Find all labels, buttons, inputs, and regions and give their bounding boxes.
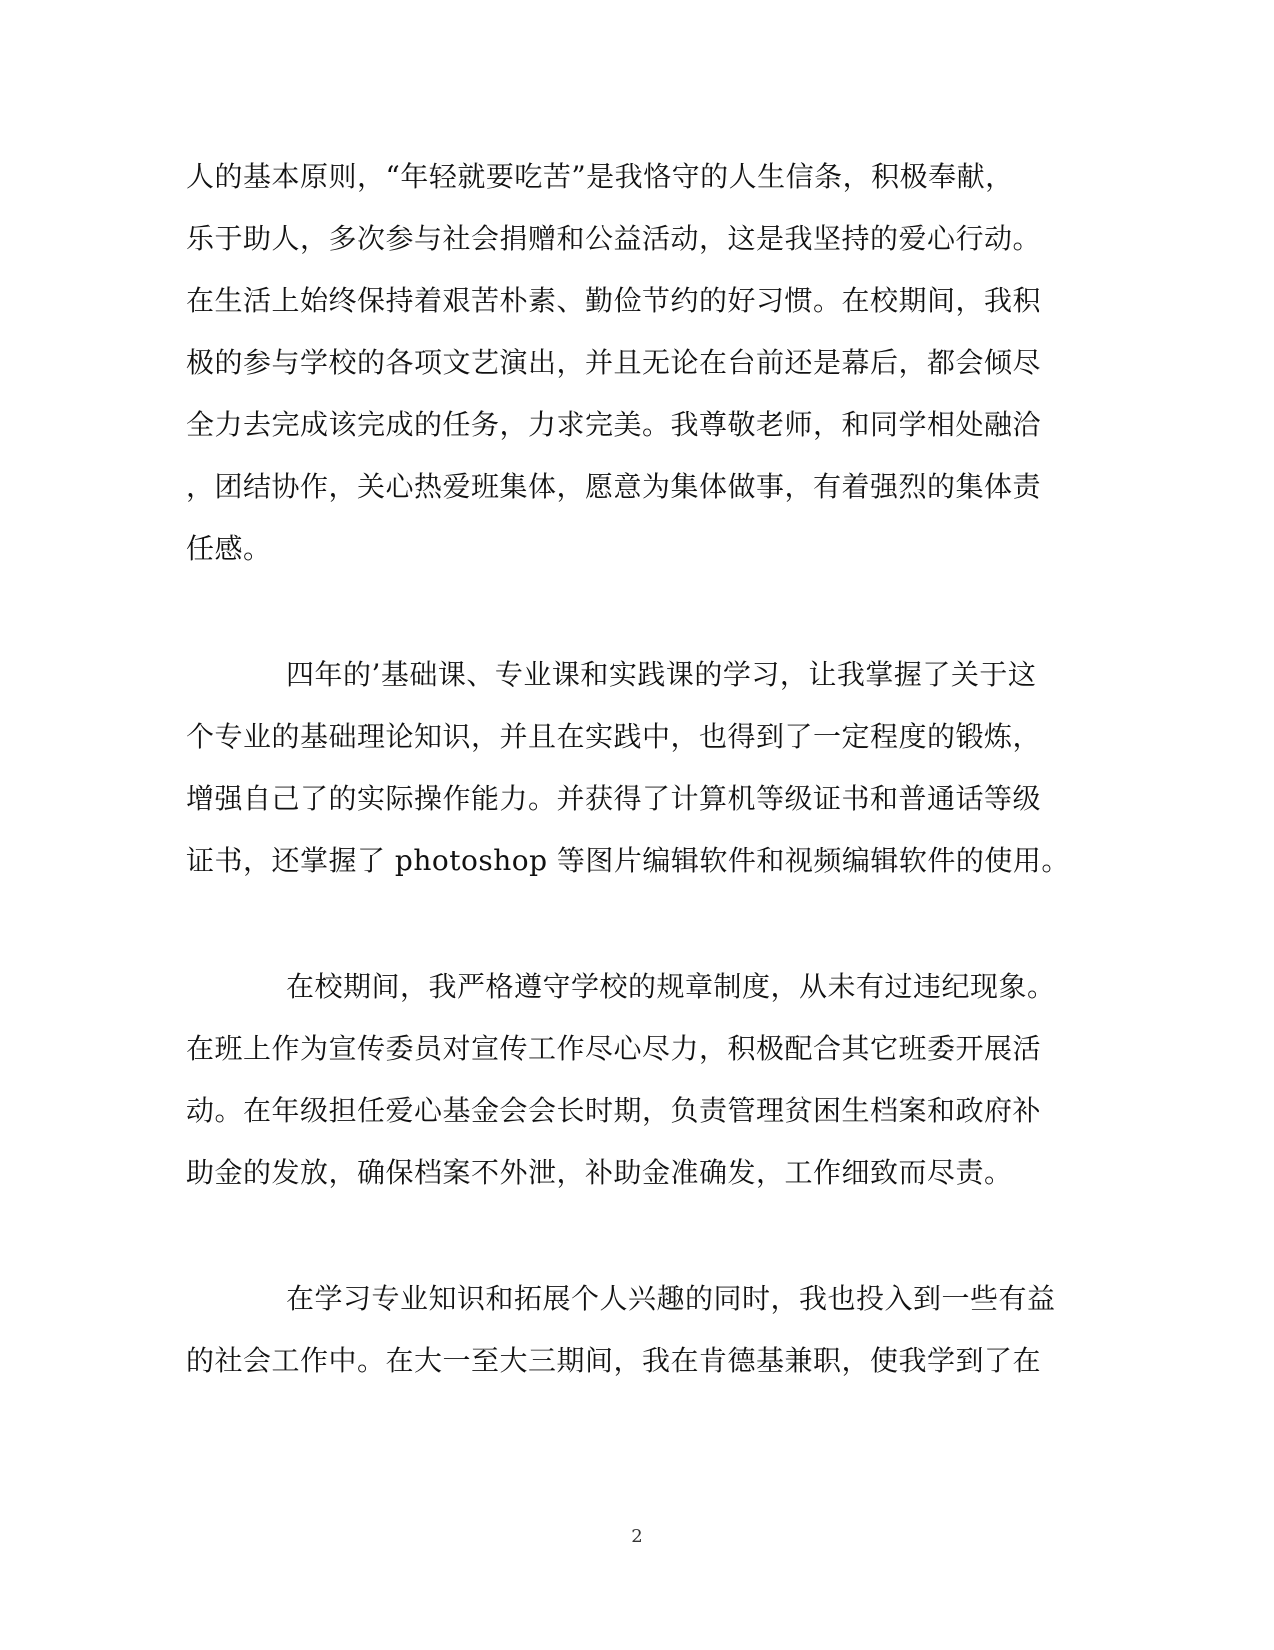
text-line: 在生活上始终保持着艰苦朴素、勤俭节约的好习惯。在校期间，我积	[186, 284, 1042, 317]
text-line: 证书，还掌握了 photoshop 等图片编辑软件和视频编辑软件的使用。	[186, 844, 1070, 877]
text-line: 乐于助人，多次参与社会捐赠和公益活动，这是我坚持的爱心行动。	[186, 222, 1042, 255]
text-line: 在学习专业知识和拓展个人兴趣的同时，我也投入到一些有益	[286, 1282, 1056, 1315]
text-line: 增强自己了的实际操作能力。并获得了计算机等级证书和普通话等级	[186, 782, 1042, 815]
text-line: ，团结协作，关心热爱班集体，愿意为集体做事，有着强烈的集体责	[186, 470, 1042, 503]
text-line: 四年的’基础课、专业课和实践课的学习，让我掌握了关于这	[286, 658, 1037, 691]
text-line: 在班上作为宣传委员对宣传工作尽心尽力，积极配合其它班委开展活	[186, 1032, 1042, 1065]
text-line: 人的基本原则，“年轻就要吃苦”是我恪守的人生信条，积极奉献，	[186, 160, 1014, 193]
text-line: 个专业的基础理论知识，并且在实践中，也得到了一定程度的锻炼，	[186, 720, 1042, 753]
text-line: 任感。	[186, 532, 272, 565]
text-line: 全力去完成该完成的任务，力求完美。我尊敬老师，和同学相处融洽	[186, 408, 1042, 441]
text-line: 动。在年级担任爱心基金会会长时期，负责管理贫困生档案和政府补	[186, 1094, 1042, 1127]
text-line: 在校期间，我严格遵守学校的规章制度，从未有过违纪现象。	[286, 970, 1056, 1003]
text-line: 助金的发放，确保档案不外泄，补助金准确发，工作细致而尽责。	[186, 1156, 1013, 1189]
page-number: 2	[631, 1526, 643, 1547]
text-line: 极的参与学校的各项文艺演出，并且无论在台前还是幕后，都会倾尽	[186, 346, 1042, 379]
text-line: 的社会工作中。在大一至大三期间，我在肯德基兼职，使我学到了在	[186, 1344, 1042, 1377]
